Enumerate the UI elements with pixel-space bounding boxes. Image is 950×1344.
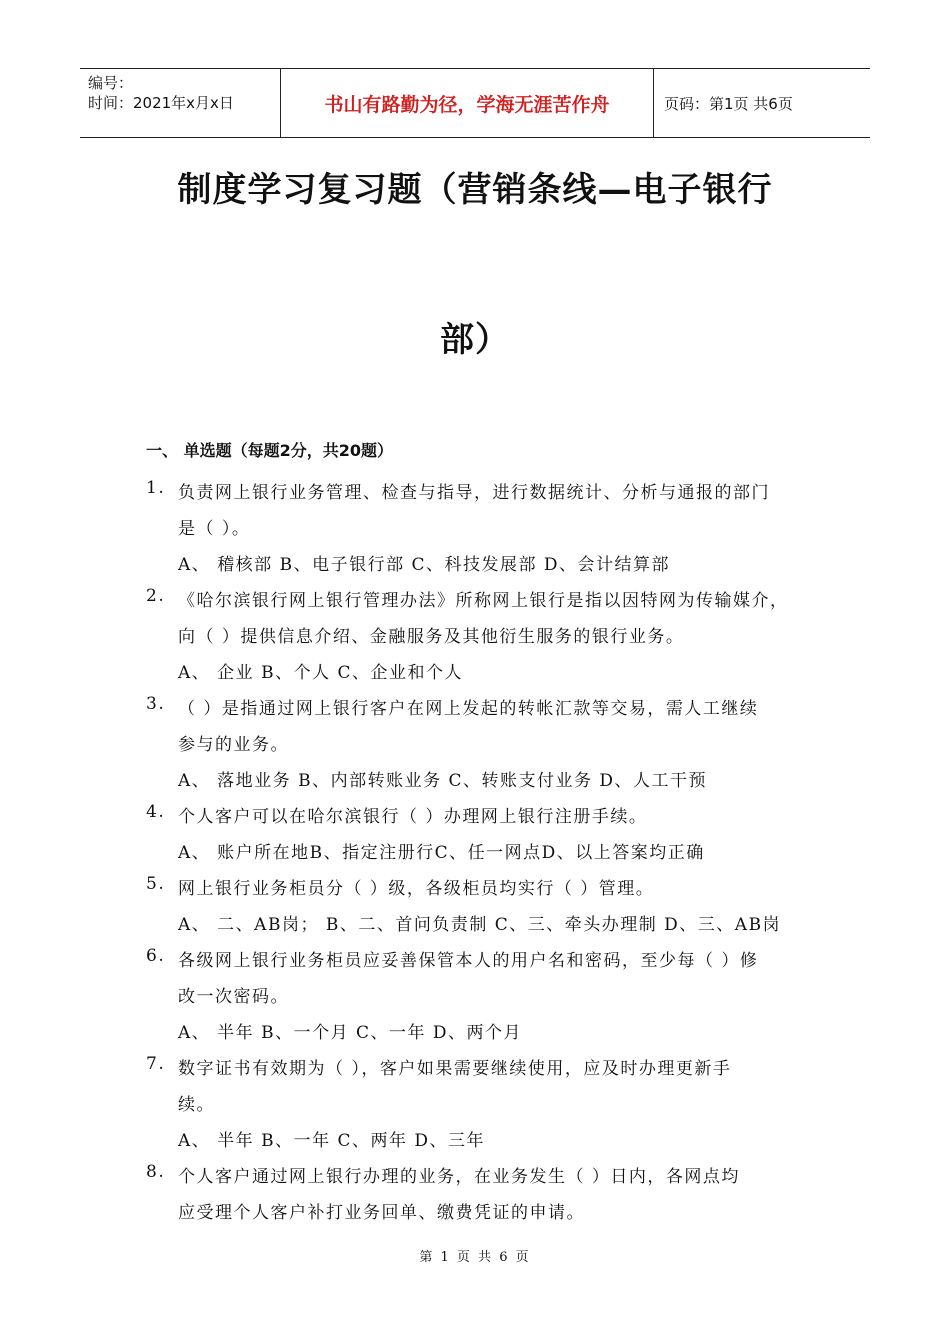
question-text: 个人客户通过网上银行办理的业务，在业务发生（ ）日内，各网点均 [178, 1167, 740, 1187]
question-text: 个人客户可以在哈尔滨银行（ ）办理网上银行注册手续。 [178, 807, 648, 827]
question-number: 6. [146, 946, 166, 966]
question-text: 各级网上银行业务柜员应妥善保管本人的用户名和密码，至少每（ ）修 [178, 951, 759, 971]
question-options: A、 二、AB岗； B、二、首问负责制 C、三、牵头办理制 D、三、AB岗 [178, 915, 782, 935]
question-options: A、 稽核部 B、电子银行部 C、科技发展部 D、会计结算部 [178, 555, 671, 575]
page-title-line2: 部） [440, 320, 510, 360]
question-number: 4. [146, 802, 166, 822]
question-text-cont: 应受理个人客户补打业务回单、缴费凭证的申请。 [178, 1203, 585, 1223]
question-text-cont: 向（ ）提供信息介绍、金融服务及其他衍生服务的银行业务。 [178, 627, 685, 647]
page-title-line1: 制度学习复习题（营销条线—电子银行 [177, 170, 773, 210]
header-meta [80, 69, 280, 137]
question-options: A、 企业 B、个人 C、企业和个人 [178, 663, 463, 683]
question-number: 8. [146, 1162, 166, 1182]
section-heading: 一、 单选题（每题2分，共20题） [146, 441, 393, 460]
question-number: 1. [146, 478, 166, 498]
question-options: A、 落地业务 B、内部转账业务 C、转账支付业务 D、人工干预 [178, 771, 708, 791]
number-label: 编号： [88, 74, 134, 92]
question-number: 2. [146, 586, 166, 606]
question-text-cont: 参与的业务。 [178, 735, 289, 755]
question-text: 《哈尔滨银行网上银行管理办法》所称网上银行是指以因特网为传输媒介， [178, 591, 789, 611]
question-text: 数字证书有效期为（ ），客户如果需要继续使用，应及时办理更新手 [178, 1059, 732, 1079]
header-box [80, 68, 870, 138]
question-number: 7. [146, 1054, 166, 1074]
question-text: （ ）是指通过网上银行客户在网上发起的转帐汇款等交易，需人工继续 [178, 699, 759, 719]
question-text-cont: 是（ ）。 [178, 519, 251, 539]
question-options: A、 账户所在地B、指定注册行C、任一网点D、以上答案均正确 [178, 843, 705, 863]
question-number: 3. [146, 694, 166, 714]
time-label: 时间：2021年x月x日 [88, 94, 234, 112]
page-footer: 第 1 页 共 6 页 [419, 1250, 531, 1265]
question-text-cont: 续。 [178, 1095, 215, 1115]
question-text: 负责网上银行业务管理、检查与指导，进行数据统计、分析与通报的部门 [178, 483, 770, 503]
question-options: A、 半年 B、一个月 C、一年 D、两个月 [178, 1023, 523, 1043]
motto: 书山有路勤为径，学海无涯苦作舟 [280, 69, 654, 137]
question-text: 网上银行业务柜员分（ ）级，各级柜员均实行（ ）管理。 [178, 879, 655, 899]
question-number: 5. [146, 874, 166, 894]
question-text-cont: 改一次密码。 [178, 987, 289, 1007]
page-number-label: 页码：第1页 共6页 [664, 94, 793, 113]
question-options: A、 半年 B、一年 C、两年 D、三年 [178, 1131, 486, 1151]
